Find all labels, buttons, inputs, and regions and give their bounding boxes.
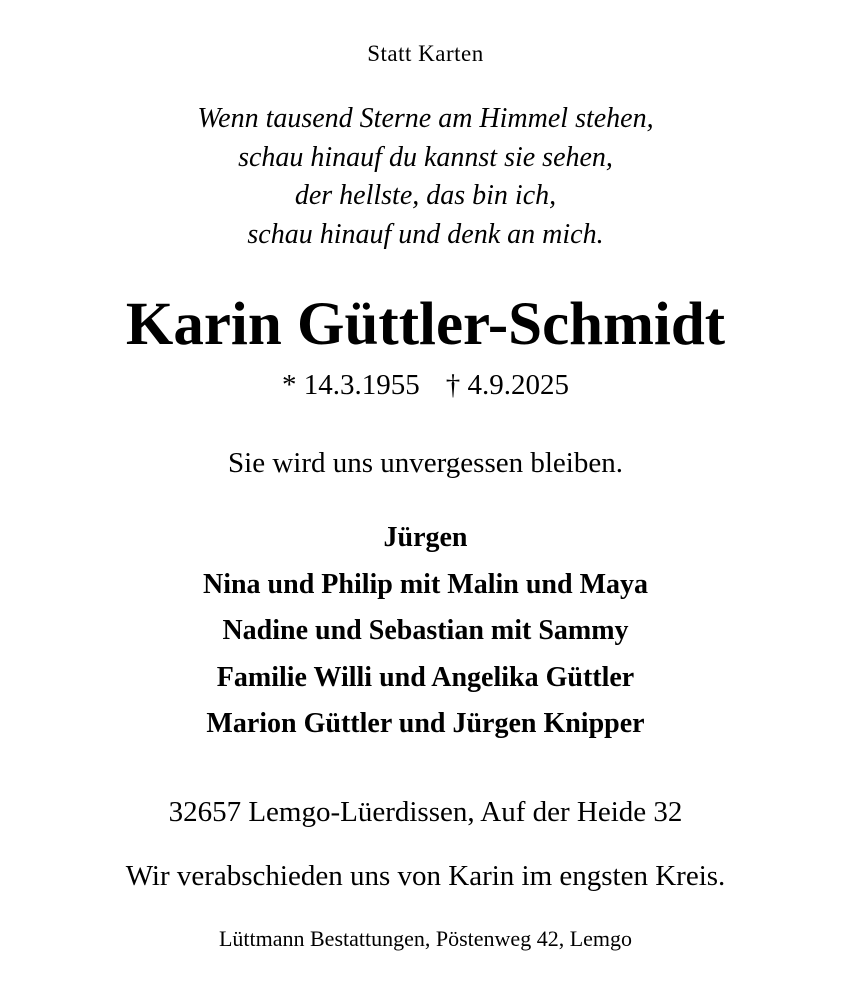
death-date-group (446, 367, 569, 403)
poem-line: Wenn tausend Sterne am Himmel stehen, (197, 103, 654, 134)
death-cross-symbol: † (445, 369, 461, 401)
deceased-name: Karin Güttler-Schmidt (125, 291, 726, 358)
mourner-line: Jürgen (383, 522, 468, 553)
funeral-home-info: Lüttmann Bestattungen, Pöstenweg 42, Lemgo (218, 925, 633, 951)
mourner-line: Marion Güttler und Jürgen Knipper (206, 708, 645, 739)
mourner-line: Nina und Philip mit Malin und Maya (202, 568, 648, 600)
mourners-list (0, 515, 851, 748)
statt-karten-header: Statt Karten (367, 41, 484, 66)
remembrance-sentence: Sie wird uns unvergessen bleiben. (228, 447, 623, 479)
mourner-line: Nadine und Sebastian mit Sammy (222, 615, 629, 646)
poem-line: schau hinauf du kannst sie sehen, (238, 141, 613, 173)
family-address: 32657 Lemgo-Lüerdissen, Auf der Heide 32 (168, 795, 683, 828)
birth-date-group (282, 367, 420, 403)
poem-line: der hellste, das bin ich, (294, 180, 557, 211)
mourner-line: Familie Willi und Angelika Güttler (216, 661, 635, 693)
life-dates (0, 367, 851, 403)
poem-line: schau hinauf und denk an mich. (247, 218, 604, 250)
memorial-poem (0, 100, 851, 254)
farewell-sentence: Wir verabschieden uns von Karin im engsten Kreis. (125, 859, 726, 892)
death-date: 4.9.2025 (467, 369, 569, 401)
birth-star-symbol: * (282, 369, 297, 401)
birth-date: 14.3.1955 (303, 369, 420, 401)
